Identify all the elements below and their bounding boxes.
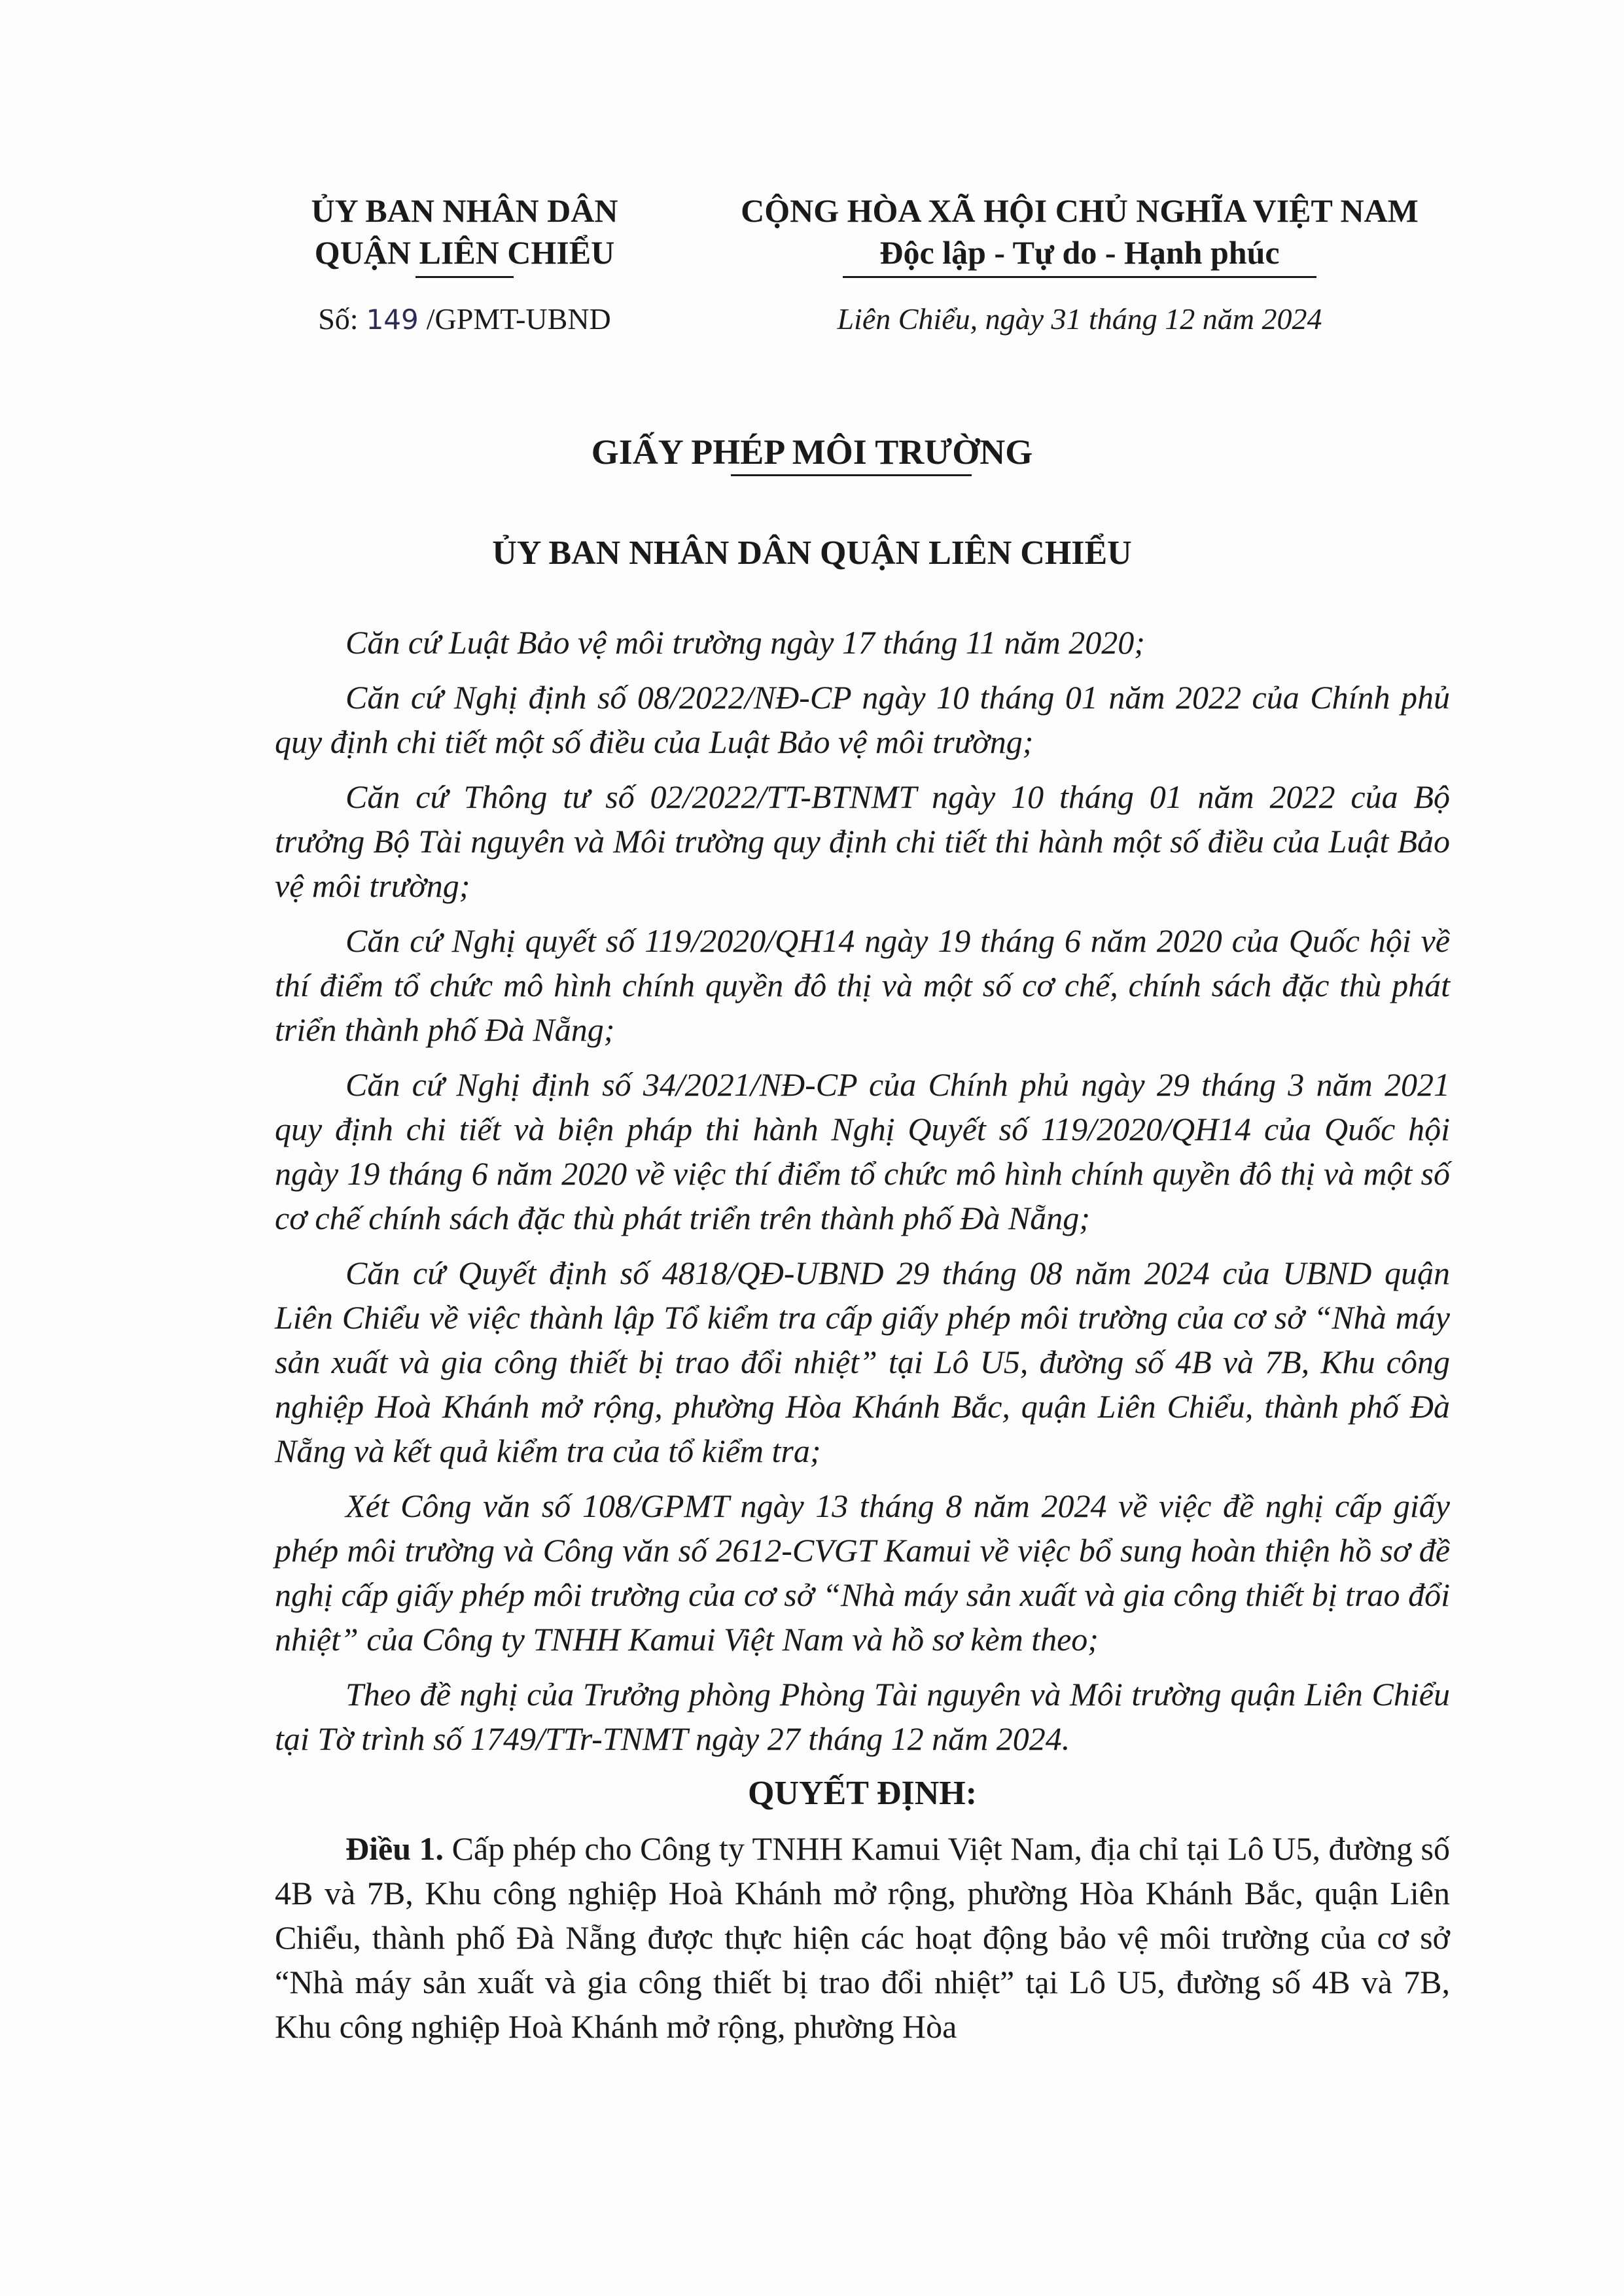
national-motto-underline: [843, 276, 1316, 278]
place-date: Liên Chiểu, ngày 31 tháng 12 năm 2024: [837, 302, 1322, 336]
preamble-item: Căn cứ Nghị quyết số 119/2020/QH14 ngày 19 tháng 6 năm 2020 của Quốc hội về thí điểm tổ chức mô hình chính quyền đô thị và một số cơ chế, chính sách đặc thù phát triển thành phố Đà Nẵng;: [275, 922, 1450, 1048]
issuing-authority: [262, 190, 667, 273]
article-1-text: Cấp phép cho Công ty TNHH Kamui Việt Nam, địa chỉ tại Lô U5, đường số 4B và 7B, Khu công nghiệp Hoà Khánh mở rộng, phường Hòa Khánh Bắc, quận Liên Chiểu, thành phố Đà Nẵng được thực hiện các hoạt động bảo vệ môi trường của cơ sở “Nhà máy sản xuất và gia công thiết bị trao đổi nhiệt” tại Lô U5, đường số 4B và 7B, Khu công nghiệp Hoà Khánh mở rộng, phường Hòa: [275, 1830, 1451, 2045]
decision-authority: ỦY BAN NHÂN DÂN QUẬN LIÊN CHIỂU: [492, 534, 1132, 572]
preamble-item: Căn cứ Nghị định số 34/2021/NĐ-CP của Chính phủ ngày 29 tháng 3 năm 2021 quy định chi tiết và biện pháp thi hành Nghị Quyết số 119/2020/QH14 của Quốc hội ngày 19 tháng 6 năm 2020 về việc thí điểm tổ chức mô hình chính quyền đô thị và một số cơ chế chính sách đặc thù phát triển trên thành phố Đà Nẵng;: [275, 1066, 1450, 1236]
preamble-item: Căn cứ Thông tư số 02/2022/TT-BTNMT ngày 10 tháng 01 năm 2022 của Bộ trưởng Bộ Tài nguyên và Môi trường quy định chi tiết thi hành một số điều của Luật Bảo vệ môi trường;: [275, 778, 1450, 904]
issuing-authority-line2: QUẬN LIÊN CHIỂU: [314, 234, 615, 271]
national-motto: Độc lập - Tự do - Hạnh phúc: [879, 234, 1280, 271]
national-title-line1: CỘNG HÒA XÃ HỘI CHỦ NGHĨA VIỆT NAM: [741, 192, 1419, 229]
national-title: [687, 190, 1472, 273]
document-number-suffix: /GPMT-UBND: [426, 302, 611, 336]
preamble-item: Căn cứ Quyết định số 4818/QĐ-UBND 29 tháng 08 năm 2024 của UBND quận Liên Chiểu về việc thành lập Tổ kiểm tra cấp giấy phép môi trường của cơ sở “Nhà máy sản xuất và gia công thiết bị trao đổi nhiệt” tại Lô U5, đường số 4B và 7B, Khu công nghiệp Hoà Khánh mở rộng, phường Hòa Khánh Bắc, quận Liên Chiểu, thành phố Đà Nẵng và kết quả kiểm tra của tổ kiểm tra;: [275, 1255, 1450, 1469]
decision-heading: QUYẾT ĐỊNH:: [747, 1775, 978, 1812]
article-1: [275, 1826, 1450, 2049]
issuing-authority-line1: ỦY BAN NHÂN DÂN: [311, 192, 618, 229]
preamble-item: Căn cứ Nghị định số 08/2022/NĐ-CP ngày 10 tháng 01 năm 2022 của Chính phủ quy định chi tiết một số điều của Luật Bảo vệ môi trường;: [275, 679, 1450, 760]
document-body: [275, 620, 1450, 2059]
preamble-item: Căn cứ Luật Bảo vệ môi trường ngày 17 tháng 11 năm 2020;: [345, 624, 1145, 661]
document-number-prefix: Số:: [318, 302, 359, 336]
document-title-underline: [731, 474, 972, 476]
document-number: [262, 300, 667, 339]
preamble-item: Theo đề nghị của Trưởng phòng Phòng Tài nguyên và Môi trường quận Liên Chiểu tại Tờ trình số 1749/TTr-TNMT ngày 27 tháng 12 năm 2024.: [275, 1676, 1450, 1757]
article-1-label: Điều 1.: [345, 1830, 444, 1867]
document-number-value: 149: [366, 304, 419, 336]
preamble-item: Xét Công văn số 108/GPMT ngày 13 tháng 8 năm 2024 về việc đề nghị cấp giấy phép môi trường và Công văn số 2612-CVGT Kamui về việc bổ sung hoàn thiện hồ sơ đề nghị cấp giấy phép môi trường của cơ sở “Nhà máy sản xuất và gia công thiết bị trao đổi nhiệt” của Công ty TNHH Kamui Việt Nam và hồ sơ kèm theo;: [275, 1487, 1450, 1658]
document-header: [0, 190, 1624, 360]
document-title: GIẤY PHÉP MÔI TRƯỜNG: [591, 432, 1033, 472]
issuing-authority-underline: [415, 276, 514, 278]
